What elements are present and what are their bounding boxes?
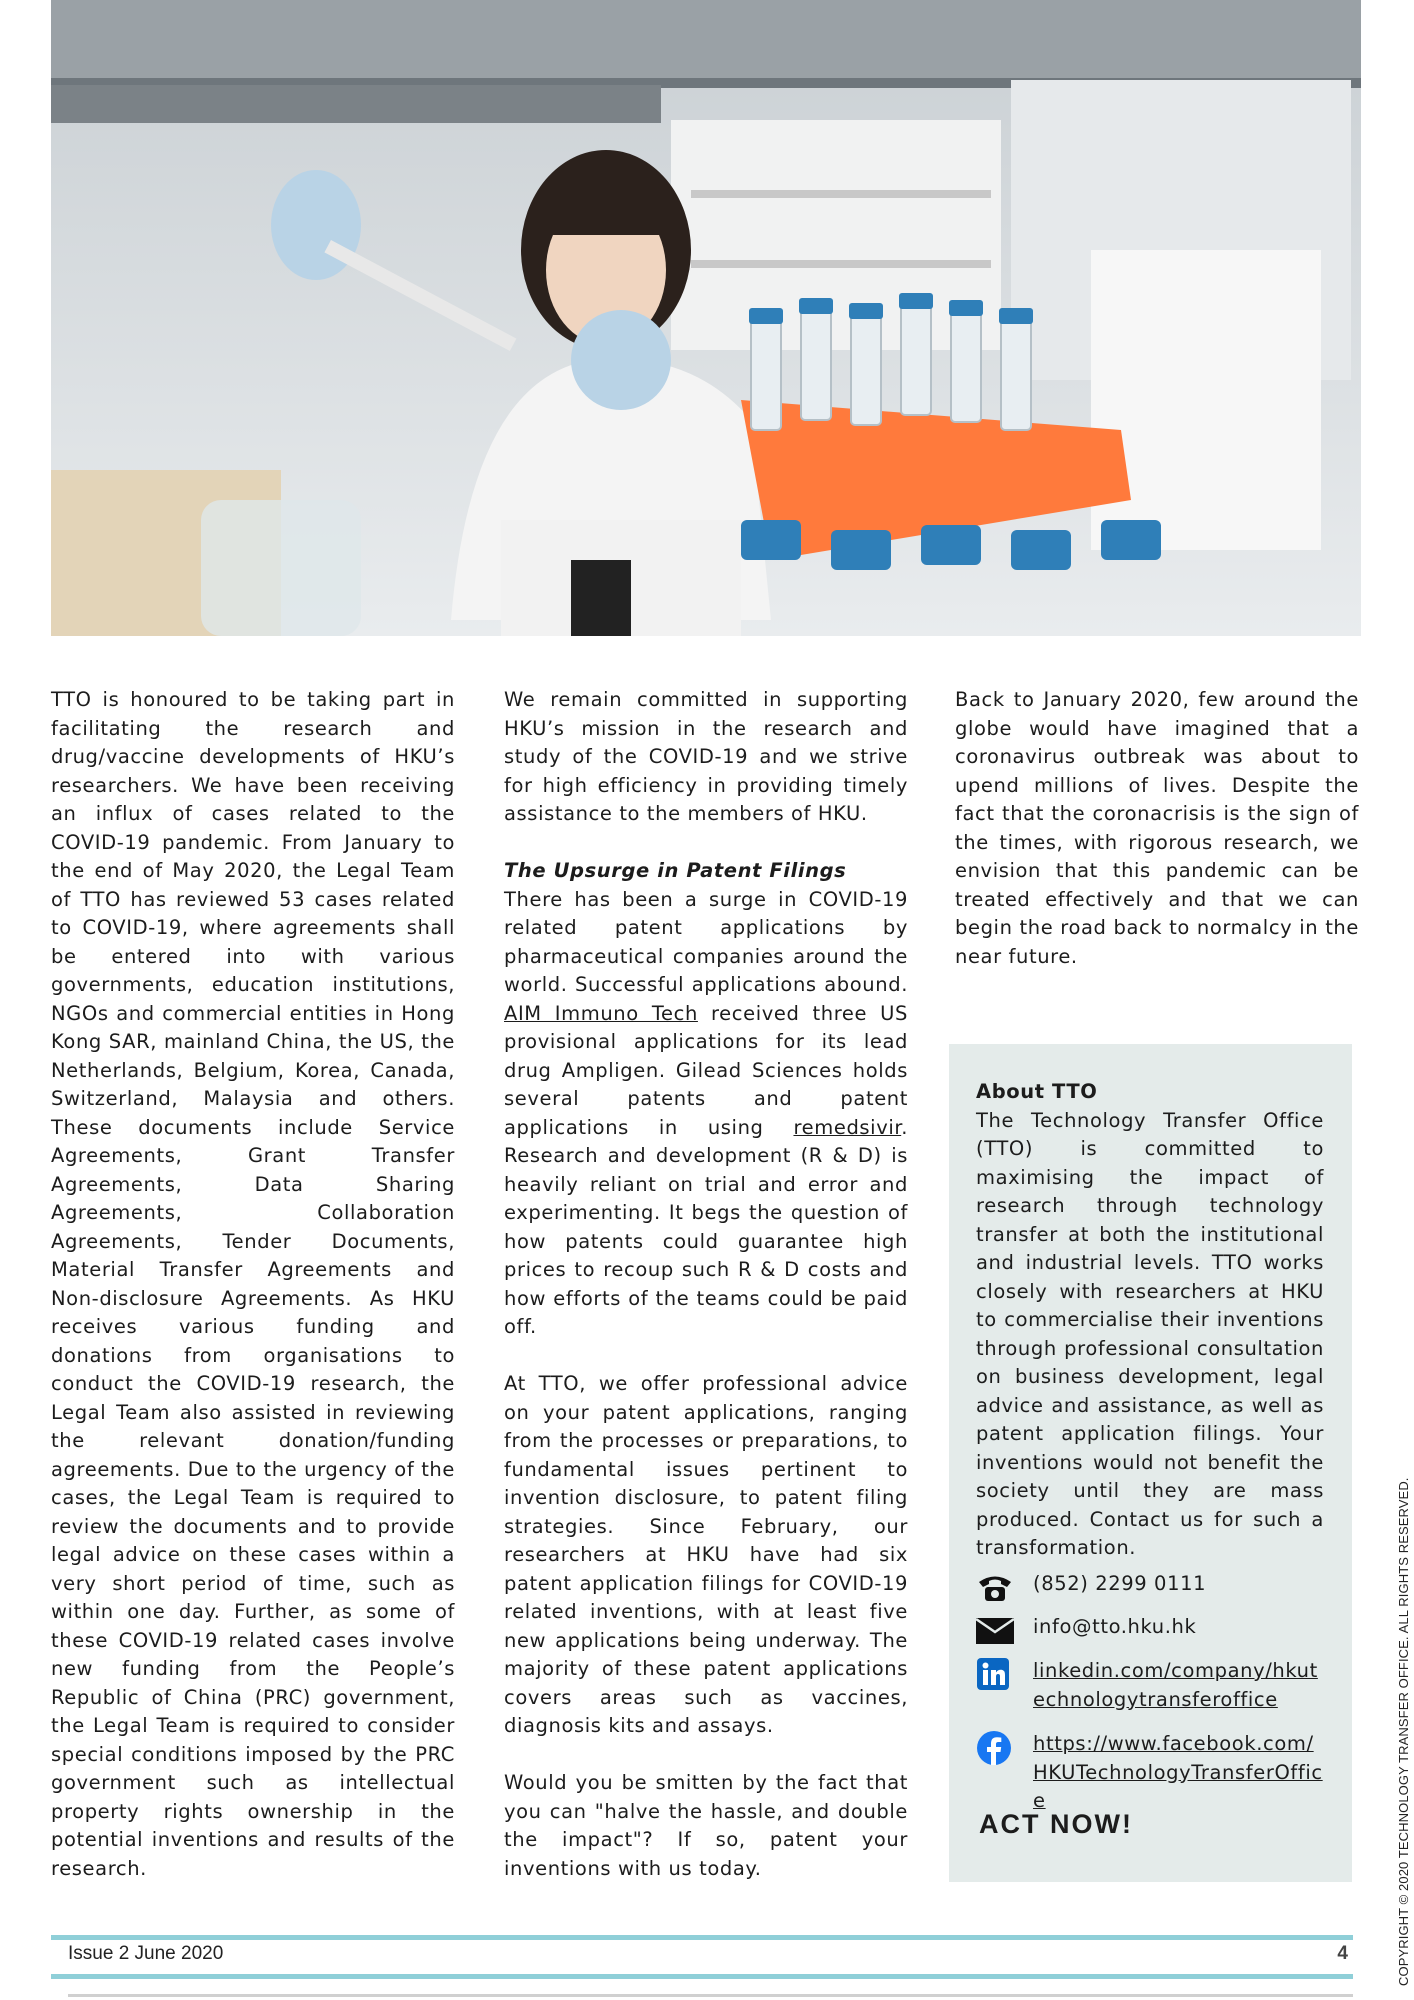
text-run: There has been a surge in COVID-19 related patent applications by pharmaceutical companies around the world. Successful applications abound. bbox=[504, 887, 908, 996]
paragraph: TTO is honoured to be taking part in facilitating the research and drug/vaccine developments of HKU’s researchers. We have been receiving an influx of cases related to the COVID-19 pandemic. From January to the end of May 2020, the Legal Team of TTO has reviewed 53 cases related to COVID-19, where agreements shall be entered into with various governments, education institutions, NGOs and commercial entities in Hong Kong SAR, mainland China, the US, the Netherlands, Belgium, Korea, Canada, Switzerland, Malaysia and others. These documents include Service Agreements, Grant Transfer Agreements, Data Sharing Agreements, Collaboration Agreements, Tender Documents, Material Transfer Agreements and Non-disclosure Agreements. As HKU receives various funding and donations from organisations to conduct the COVID-19 research, the Legal Team also assisted in reviewing the relevant donation/funding agreements. Due to the urgency of the cases, the Legal Team is required to review the documents and to provide legal advice on these cases within a very short period of time, such as within one day. Further, as some of these COVID-19 related cases involve new funding from the People’s Republic of China (PRC) government, the Legal Team is required to consider special conditions imposed by the PRC government such as intellectual property rights ownership in the potential inventions and results of the research. bbox=[51, 688, 455, 1880]
phone-contact[interactable] bbox=[976, 1570, 1206, 1606]
paragraph bbox=[504, 886, 908, 1342]
aim-immuno-tech-link[interactable]: AIM Immuno Tech bbox=[504, 1001, 698, 1025]
facebook-link[interactable]: https://www.facebook.com/HKUTechnologyTransferOffice bbox=[1033, 1732, 1323, 1812]
phone-number: (852) 2299 0111 bbox=[1033, 1572, 1207, 1595]
article-column-1 bbox=[51, 686, 455, 1912]
text-run: received three US provisional applications for its lead drug Ampligen. Gilead Sciences holds several patents and patent applications in using bbox=[504, 1001, 908, 1139]
paragraph: We remain committed in supporting HKU’s mission in the research and study of the COVID-19 and we strive for high efficiency in providing timely assistance to the members of HKU. bbox=[504, 688, 908, 825]
copyright-notice: COPYRIGHT © 2020 TECHNOLOGY TRANSFER OFFICE. ALL RIGHTS RESERVED. bbox=[1396, 1477, 1411, 1986]
page-number: 4 bbox=[1337, 1943, 1348, 1964]
email-contact[interactable] bbox=[976, 1613, 1196, 1649]
footer-shadow-line bbox=[68, 1994, 1353, 1997]
footer-rule-bottom bbox=[51, 1974, 1353, 1979]
email-address: info@tto.hku.hk bbox=[1033, 1615, 1197, 1638]
about-title: About TTO bbox=[976, 1080, 1098, 1103]
article-column-2 bbox=[504, 686, 908, 1912]
section-heading: The Upsurge in Patent Filings bbox=[504, 859, 847, 882]
footer-rule-top bbox=[51, 1935, 1353, 1940]
text-run: . Research and development (R & D) is heavily reliant on trial and error and experimenting. It begs the question of how patents could guarantee high prices to recoup such R & D costs and how efforts of the teams could be paid off. bbox=[504, 1115, 908, 1338]
hero-photo bbox=[51, 0, 1361, 636]
paragraph: Back to January 2020, few around the globe would have imagined that a coronavirus outbreak was about to upend millions of lives. Despite the fact that the coronacrisis is the sign of the times, with rigorous research, we envision that this pandemic can be treated effectively and that we can begin the road back to normalcy in the near future. bbox=[955, 688, 1359, 968]
envelope-icon bbox=[976, 1613, 1016, 1649]
act-now-callout: ACT NOW! bbox=[979, 1809, 1133, 1839]
linkedin-icon bbox=[976, 1657, 1016, 1693]
linkedin-link[interactable]: linkedin.com/company/hkutechnologytransferoffice bbox=[1033, 1659, 1318, 1711]
article-column-3 bbox=[955, 686, 1359, 1000]
linkedin-contact[interactable] bbox=[976, 1657, 1323, 1714]
about-tto-panel bbox=[949, 1044, 1352, 1882]
paragraph: At TTO, we offer professional advice on your patent applications, ranging from the processes or preparations, to fundamental issues pertinent to invention disclosure, to patent filing strategies. Since February, our researchers at HKU have had six patent application filings for COVID-19 related inventions, with at least five new applications being underway. The majority of these patent applications covers areas such as vaccines, diagnosis kits and assays. bbox=[504, 1372, 908, 1737]
issue-label: Issue 2 June 2020 bbox=[68, 1943, 224, 1964]
paragraph: Would you be smitten by the fact that you can "halve the hassle, and double the impact"? If so, patent your inventions with us today. bbox=[504, 1771, 908, 1880]
lab-scene-illustration bbox=[51, 0, 1361, 636]
about-body: The Technology Transfer Office (TTO) is committed to maximising the impact of research through technology transfer at both the institutional and industrial levels. TTO works closely with researchers at HKU to commercialise their inventions through professional consultation on business development, legal advice and assistance, as well as patent application filings. Your inventions would not benefit the society until they are mass produced. Contact us for such a transformation. bbox=[976, 1108, 1324, 1559]
facebook-contact[interactable] bbox=[976, 1730, 1323, 1816]
remedsivir-link[interactable]: remedsivir bbox=[793, 1115, 902, 1139]
phone-icon bbox=[976, 1570, 1016, 1606]
facebook-icon bbox=[976, 1730, 1016, 1766]
